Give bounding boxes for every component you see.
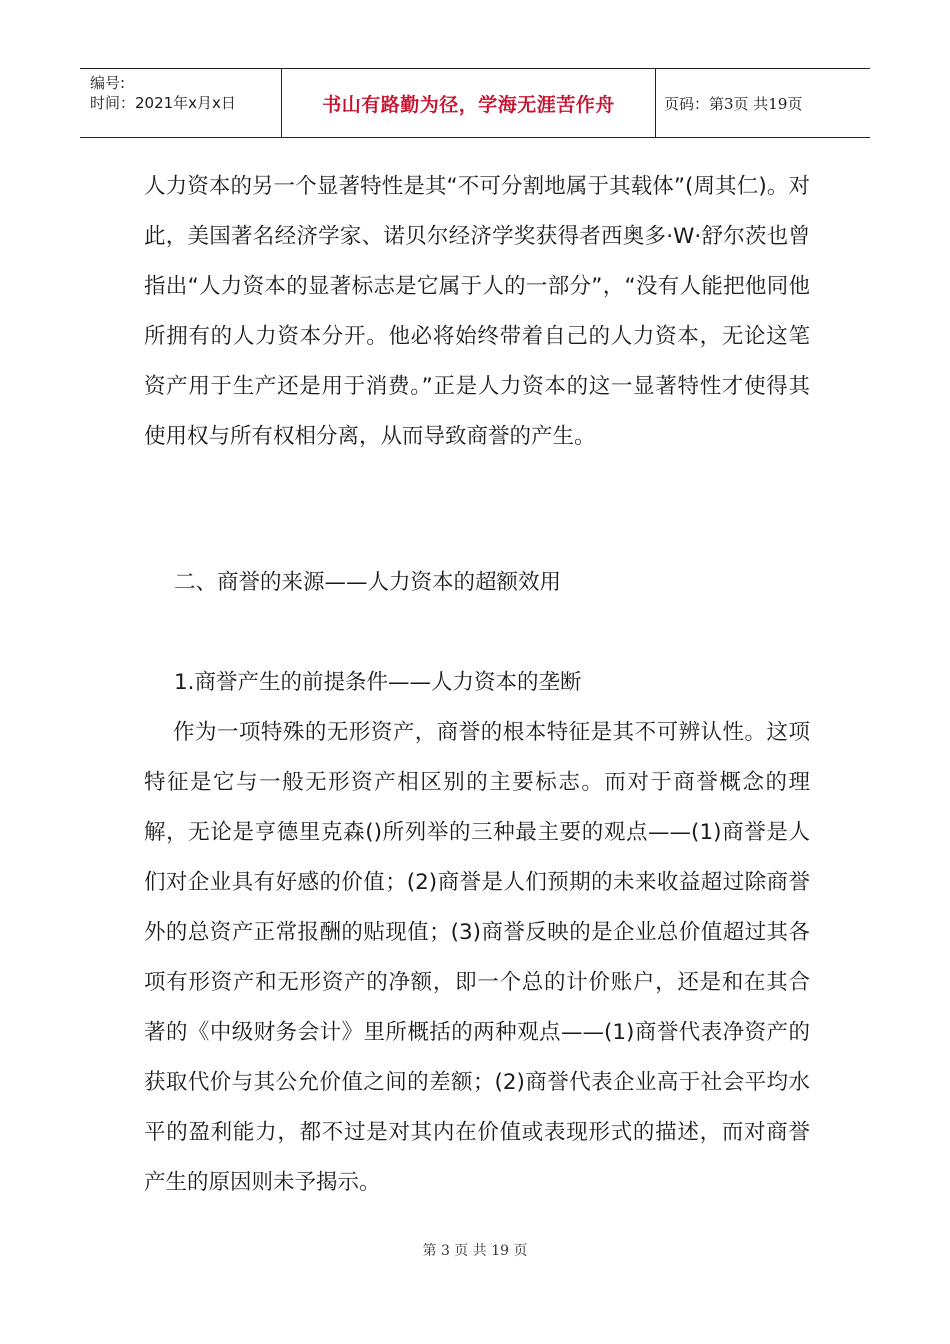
header-motto: 书山有路勤为径，学海无涯苦作舟 [282, 69, 656, 137]
main-content-2 [144, 708, 810, 1208]
header-left-cell [80, 69, 282, 137]
page-footer: 第 3 页 共 19 页 [422, 1243, 528, 1259]
header-page-info: 页码：第3页 共19页 [664, 94, 803, 113]
paragraph-2: 作为一项特殊的无形资产，商誉的根本特征是其不可辨认性。这项特征是它与一般无形资产相区别的主要标志。而对于商誉概念的理解，无论是亨德里克森()所列举的三种最主要的观点——(1)商誉是人们对企业具有好感的价值；(2)商誉是人们预期的未来收益超过除商誉外的总资产正常报酬的贴现值；(3)商誉反映的是企业总价值超过其各项有形资产和无形资产的净额，即一个总的计价账户，还是和在其合著的《中级财务会计》里所概括的两种观点——(1)商誉代表净资产的获取代价与其公允价值之间的差额；(2)商誉代表企业高于社会平均水平的盈利能力，都不过是对其内在价值或表现形式的描述，而对商誉产生的原因则未予揭示。 [144, 720, 810, 1195]
subsection-heading: 1.商誉产生的前提条件——人力资本的垄断 [174, 670, 582, 695]
main-content [144, 162, 810, 462]
number-label: 编号: [90, 74, 126, 92]
section-heading: 二、商誉的来源——人力资本的超额效用 [174, 570, 562, 595]
time-label: 时间：2021年x月x日 [90, 94, 236, 112]
paragraph-1: 人力资本的另一个显著特性是其“不可分割地属于其载体”(周其仁)。对此，美国著名经济学家、诺贝尔经济学奖获得者西奥多·W·舒尔茨也曾指出“人力资本的显著标志是它属于人的一部分”，“没有人能把他同他所拥有的人力资本分开。他必将始终带着自己的人力资本，无论这笔资产用于生产还是用于消费。”正是人力资本的这一显著特性才使得其使用权与所有权相分离，从而导致商誉的产生。 [144, 174, 810, 449]
header-table [80, 68, 870, 138]
